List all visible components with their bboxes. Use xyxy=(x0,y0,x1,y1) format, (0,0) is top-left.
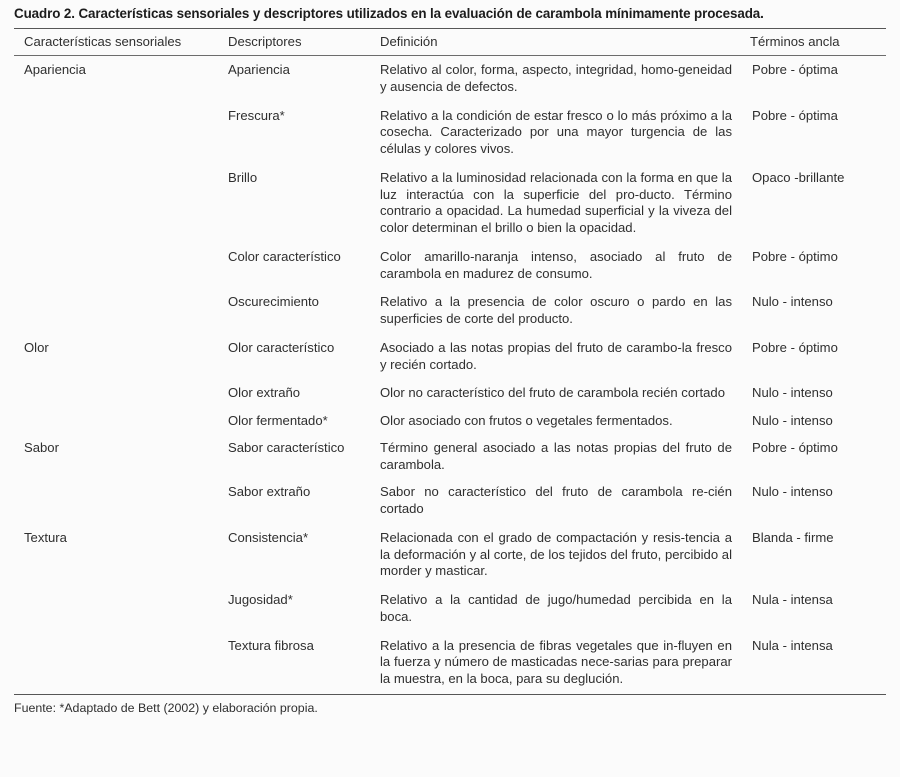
cell-anchor: Nulo - intenso xyxy=(752,294,833,310)
cell-characteristic xyxy=(14,632,218,694)
cell-characteristic xyxy=(14,288,218,334)
cell-anchor: Nulo - intenso xyxy=(752,484,833,500)
cell-anchor: Pobre - óptima xyxy=(752,62,838,78)
figure-title: Cuadro 2. Características sensoriales y descriptores utilizados en la evaluación de carambola mínimamente procesada. xyxy=(14,6,764,21)
table-row xyxy=(14,435,886,479)
cell-definition: Relativo a la luminosidad relacionada con la forma en que la luz interactúa con la superficie del pro-ducto. Término contrario a opacidad. La humedad superficial y la viveza del color determinan el brillo o bien la opacidad. xyxy=(380,169,732,236)
table-row xyxy=(14,632,886,694)
table-row xyxy=(14,243,886,289)
cell-descriptor: Olor extraño xyxy=(228,385,301,401)
table-body xyxy=(14,56,886,694)
column-header-characteristics: Características sensoriales xyxy=(24,34,182,50)
cell-descriptor: Color característico xyxy=(228,248,341,264)
cell-descriptor: Frescura* xyxy=(228,107,285,123)
table-row xyxy=(14,164,886,243)
cell-characteristic xyxy=(14,164,218,243)
cell-characteristic xyxy=(14,243,218,289)
cell-descriptor: Textura fibrosa xyxy=(228,637,314,653)
source-note: Fuente: *Adaptado de Bett (2002) y elaboración propia. xyxy=(14,700,318,715)
cell-descriptor: Olor fermentado* xyxy=(228,413,328,429)
table-row xyxy=(14,379,886,408)
cell-anchor: Nula - intensa xyxy=(752,592,833,608)
cell-characteristic xyxy=(14,586,218,632)
cell-definition: Relativo a la presencia de color oscuro o pardo en las superficies de corte del producto. xyxy=(380,294,732,327)
cell-definition: Relativo al color, forma, aspecto, integridad, homo-geneidad y ausencia de defectos. xyxy=(380,62,732,94)
sensory-characteristics-body xyxy=(14,56,886,694)
cell-anchor: Pobre - óptimo xyxy=(752,248,838,264)
cell-definition: Relacionada con el grado de compactación y resis-tencia a la deformación y al corte, de los tejidos del fruto, percibido al morder y masticar. xyxy=(380,529,732,579)
cell-characteristic: Olor xyxy=(24,339,49,355)
cell-anchor: Pobre - óptimo xyxy=(752,339,838,355)
cell-anchor: Nulo - intenso xyxy=(752,413,833,429)
cell-characteristic xyxy=(14,102,218,164)
column-header-descriptors: Descriptores xyxy=(228,34,302,50)
cell-definition: Relativo a la cantidad de jugo/humedad percibida en la boca. xyxy=(380,592,732,624)
cell-definition: Sabor no característico del fruto de carambola re-cién cortado xyxy=(380,484,732,517)
cell-definition: Relativo a la presencia de fibras vegetales que in-fluyen en la fuerza y número de masticadas nece-sarias para preparar la muestra, en la boca, para su deglución. xyxy=(380,637,732,687)
column-header-definition: Definición xyxy=(380,34,438,50)
cell-anchor: Nula - intensa xyxy=(752,637,833,653)
cell-descriptor: Consistencia* xyxy=(228,529,309,545)
table-row xyxy=(14,408,886,435)
cell-anchor: Pobre - óptimo xyxy=(752,439,838,455)
cell-definition: Término general asociado a las notas propias del fruto de carambola. xyxy=(380,439,732,472)
table-row xyxy=(14,288,886,334)
cell-definition: Relativo a la condición de estar fresco o lo más próximo a la cosecha. Caracterizado por una mayor turgencia de las células y colores vivos. xyxy=(380,107,732,157)
table-row xyxy=(14,102,886,164)
cell-characteristic xyxy=(14,478,218,524)
cell-anchor: Blanda - firme xyxy=(752,529,834,545)
table-row xyxy=(14,56,886,102)
cell-characteristic xyxy=(14,379,218,408)
cell-characteristic xyxy=(14,408,218,435)
table-row xyxy=(14,334,886,380)
cell-definition: Olor no característico del fruto de carambola recién cortado xyxy=(380,385,725,401)
cell-definition: Color amarillo-naranja intenso, asociado al fruto de carambola en madurez de consumo. xyxy=(380,248,732,281)
cell-anchor: Opaco -brillante xyxy=(752,169,845,185)
cell-definition: Olor asociado con frutos o vegetales fermentados. xyxy=(380,413,673,429)
cell-descriptor: Sabor característico xyxy=(228,439,345,455)
cell-descriptor: Jugosidad* xyxy=(228,592,293,608)
table-header xyxy=(14,29,886,55)
cell-descriptor: Oscurecimiento xyxy=(228,294,319,310)
table-row xyxy=(14,478,886,524)
column-header-anchor-terms: Términos ancla xyxy=(750,34,840,50)
cell-characteristic: Apariencia xyxy=(24,62,86,78)
cell-anchor: Nulo - intenso xyxy=(752,385,833,401)
cell-characteristic: Textura xyxy=(24,529,67,545)
cell-descriptor: Brillo xyxy=(228,169,258,185)
cell-characteristic: Sabor xyxy=(24,439,59,455)
sensory-characteristics-table xyxy=(14,29,886,55)
header-row xyxy=(14,29,886,55)
cell-descriptor: Olor característico xyxy=(228,339,335,355)
table-row xyxy=(14,524,886,586)
table-row xyxy=(14,586,886,632)
cell-anchor: Pobre - óptima xyxy=(752,107,838,123)
cell-descriptor: Sabor extraño xyxy=(228,484,311,500)
cell-descriptor: Apariencia xyxy=(228,62,290,78)
cell-definition: Asociado a las notas propias del fruto de carambo-la fresco y recién cortado. xyxy=(380,339,732,372)
